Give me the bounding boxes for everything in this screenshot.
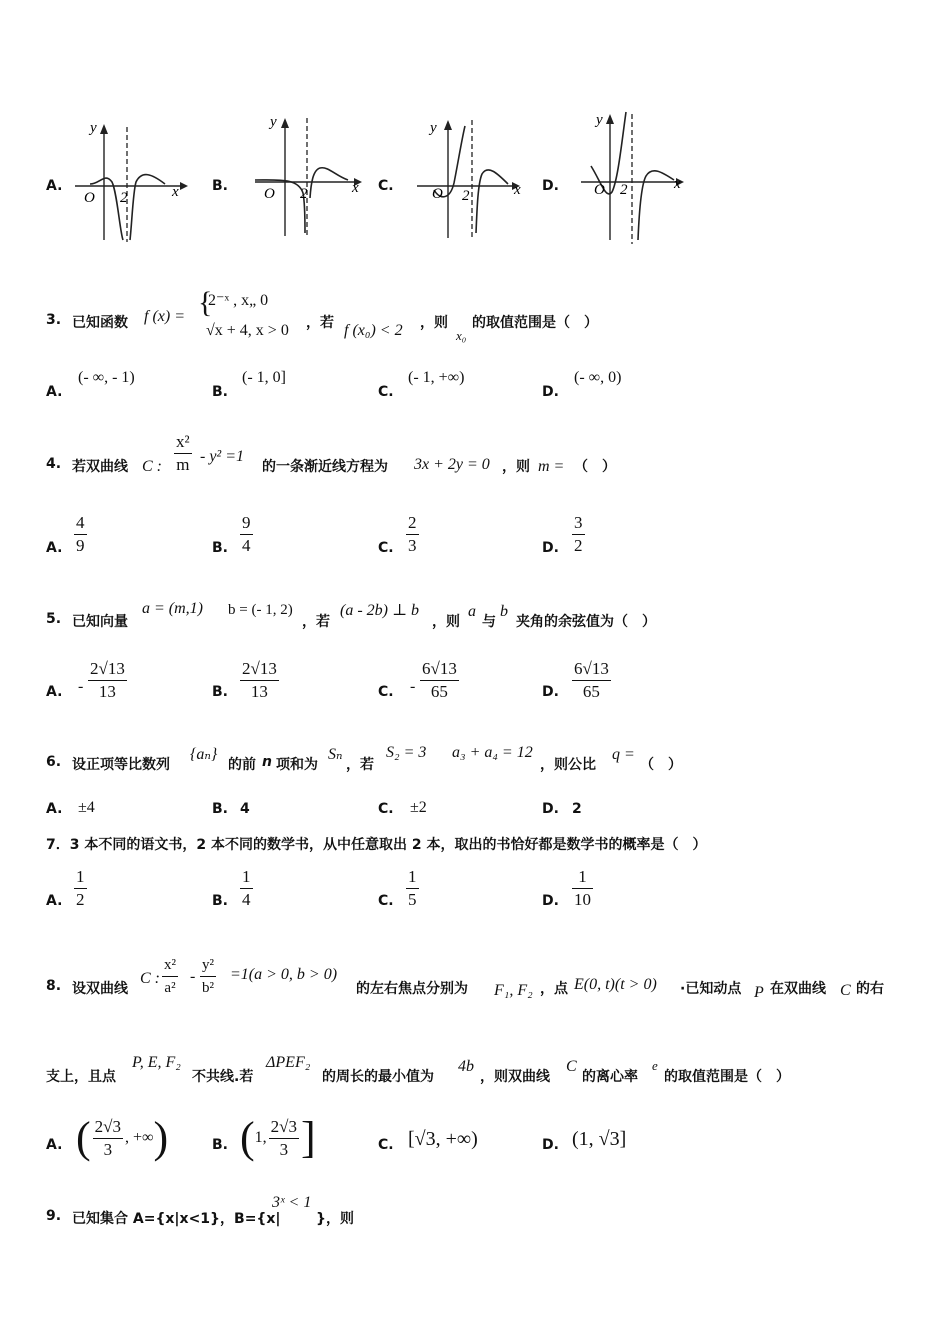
curve-name: C : xyxy=(142,458,162,475)
option-c-label: C. xyxy=(378,1137,394,1153)
question-number: 4. xyxy=(46,456,62,472)
fraction-y2-b2: $\frac{\text{y²}}{\text{b²}}$ xyxy=(200,954,216,999)
text-ruo: ，若 xyxy=(302,614,330,630)
option-b-label: B. xyxy=(212,893,228,909)
question-number: 8. xyxy=(46,978,62,994)
question-end: 夹角的余弦值为（ ） xyxy=(516,614,656,630)
text-perimeter: 的周长的最小值为 xyxy=(322,1069,434,1085)
question-stem: 若双曲线 xyxy=(72,459,128,475)
y-label: y xyxy=(596,112,603,128)
graph-c xyxy=(412,108,532,243)
option-b-label: B. xyxy=(212,1137,228,1153)
graph-option-a-label: A. xyxy=(46,178,63,194)
question-end: （ ） xyxy=(574,459,616,475)
option-b-fraction: $\frac{1}{4}$ xyxy=(242,867,251,909)
text-eccentricity: 的离心率 xyxy=(582,1069,638,1085)
question-number: 9. xyxy=(46,1208,62,1224)
question-number: 6. xyxy=(46,754,62,770)
option-b-label: B. xyxy=(212,384,228,400)
condition-s2: S₂ = 3 xyxy=(386,744,427,761)
option-a-expr: ( $\frac{2√3}{3}$ , +∞ ) xyxy=(76,1113,169,1162)
option-c-fraction: $\frac{6√13}{65}$ xyxy=(422,659,457,701)
tick-label: 2 xyxy=(462,188,470,204)
equation-conditions: =1(a > 0, b > 0) xyxy=(230,966,338,983)
option-c-text: (- 1, +∞) xyxy=(408,369,465,386)
question-stem: 设正项等比数列 xyxy=(72,757,170,773)
question-end: （ ） xyxy=(640,757,682,773)
text-point: ，点 xyxy=(540,981,568,997)
set-condition: 3ˣ < 1 xyxy=(272,1194,312,1211)
option-d-text: (1, √3] xyxy=(572,1128,627,1150)
question-text: 7．3 本不同的语文书，2 本不同的数学书，从中任意取出 2 本，取出的书恰好都是数学书的概率是（ ） xyxy=(46,837,707,853)
denominator: m xyxy=(176,455,190,474)
y-arrow xyxy=(100,124,108,134)
text-ze: ，则 xyxy=(502,459,530,475)
fraction-x2-a2: $\frac{\text{x²}}{\text{a²}}$ xyxy=(162,954,178,999)
vector-b: b = (- 1, 2) xyxy=(228,602,293,618)
x-label: x xyxy=(674,176,681,192)
question-number: 5. xyxy=(46,611,62,627)
option-d-text: 2 xyxy=(572,801,582,817)
y-arrow xyxy=(281,118,289,128)
text-ze: ，则 xyxy=(432,614,460,630)
fraction-x2-over-m xyxy=(174,431,192,476)
origin-label: O xyxy=(432,186,443,202)
option-a-label: A. xyxy=(46,384,63,400)
option-a-fraction: $\frac{4}{9}$ xyxy=(76,513,85,555)
option-b-fraction: $\frac{9}{4}$ xyxy=(242,513,251,555)
var-e: e xyxy=(652,1058,658,1073)
numerator: x² xyxy=(174,431,192,454)
curve-c: C xyxy=(840,982,851,999)
sequence: {aₙ} xyxy=(190,746,218,763)
value-4b: 4b xyxy=(458,1058,474,1075)
x-label: x xyxy=(172,184,179,200)
option-d-text: (- ∞, 0) xyxy=(574,369,622,386)
option-b-label: B. xyxy=(212,540,228,556)
question-stem: 已知集合 A={x|x<1}，B={x| xyxy=(72,1211,281,1227)
option-c-fraction: $\frac{1}{5}$ xyxy=(408,867,417,909)
brace-glyph: { xyxy=(198,286,213,319)
option-d-fraction: $\frac{1}{10}$ xyxy=(574,867,591,909)
option-d-label: D. xyxy=(542,540,559,556)
equation-rest: - y² =1 xyxy=(200,448,245,465)
vector-a: a = (m,1) xyxy=(142,600,204,617)
origin-label: O xyxy=(84,190,95,206)
y-label: y xyxy=(430,120,437,136)
text-hyperbola: ，则双曲线 xyxy=(480,1069,550,1085)
option-a-label: A. xyxy=(46,540,63,556)
option-a-text: (- ∞, - 1) xyxy=(78,369,135,386)
tick-label: 2 xyxy=(120,190,128,206)
case-1: 2⁻ˣ , x„ 0 xyxy=(208,292,269,309)
option-b-expr: ( 1, $\frac{2√3}{3}$ ] xyxy=(240,1113,316,1162)
text-ze: ，则 xyxy=(420,315,448,331)
text-and: 与 xyxy=(482,614,496,630)
option-c-fraction: $\frac{2}{3}$ xyxy=(408,513,417,555)
text-ratio: ，则公比 xyxy=(540,757,596,773)
vector-b-ref: b xyxy=(500,603,508,620)
text-on-hyperbola: 在双曲线 xyxy=(770,981,826,997)
y-label: y xyxy=(90,120,97,136)
option-d-label: D. xyxy=(542,684,559,700)
question-stem: 已知向量 xyxy=(72,614,128,630)
perp-condition: (a - 2b) ⊥ b xyxy=(340,602,420,619)
text-asymptote: 的一条渐近线方程为 xyxy=(262,459,388,475)
curve xyxy=(434,126,508,233)
option-a-label: A. xyxy=(46,684,63,700)
option-b-label: B. xyxy=(212,684,228,700)
option-a-sign: - xyxy=(78,678,84,695)
condition-a3a4: a₃ + a₄ = 12 xyxy=(452,744,533,761)
asymptote-equation: 3x + 2y = 0 xyxy=(414,456,490,473)
origin-label: O xyxy=(264,186,275,202)
point-p: P xyxy=(754,984,764,1001)
variable-x0: x₀ xyxy=(456,328,467,343)
minus-sign: - xyxy=(190,968,196,985)
option-a-text: ±4 xyxy=(78,799,95,816)
text-qian: 的前 xyxy=(228,757,256,773)
graph-d xyxy=(576,100,696,248)
x-label: x xyxy=(352,180,359,196)
option-a-label: A. xyxy=(46,1137,63,1153)
option-a-label: A. xyxy=(46,801,63,817)
tick-label: 2 xyxy=(300,186,308,202)
option-d-fraction: $\frac{3}{2}$ xyxy=(574,513,583,555)
question-stem: 设双曲线 xyxy=(72,981,128,997)
option-d-label: D. xyxy=(542,801,559,817)
graph-option-d-label: D. xyxy=(542,178,559,194)
option-c-label: C. xyxy=(378,684,394,700)
option-c-label: C. xyxy=(378,801,394,817)
point-e: E(0, t)(t > 0) xyxy=(574,976,657,993)
origin-label: O xyxy=(594,182,605,198)
option-a-fraction: $\frac{2√13}{13}$ xyxy=(90,659,125,701)
option-a-label: A. xyxy=(46,893,63,909)
option-c-sign: - xyxy=(410,678,416,695)
question-end: }，则 xyxy=(316,1211,354,1227)
text-foci: 的左右焦点分别为 xyxy=(356,981,468,997)
y-arrow xyxy=(444,120,452,130)
question-number: 3. xyxy=(46,312,62,328)
option-c-text: [√3, +∞) xyxy=(408,1128,478,1150)
option-b-fraction: $\frac{2√13}{13}$ xyxy=(242,659,277,701)
q-equals: q = xyxy=(612,746,635,763)
text-moving-point: ·已知动点 xyxy=(680,981,742,997)
condition: f (x₀) < 2 xyxy=(344,322,403,339)
option-d-label: D. xyxy=(542,384,559,400)
option-c-label: C. xyxy=(378,384,394,400)
option-a-fraction: $\frac{1}{2}$ xyxy=(76,867,85,909)
text-right: 的右 xyxy=(856,981,884,997)
sum-sn: Sₙ xyxy=(328,746,343,763)
y-label: y xyxy=(270,114,277,130)
option-d-fraction: $\frac{6√13}{65}$ xyxy=(574,659,609,701)
graph-option-b-label: B. xyxy=(212,178,228,194)
option-b-text: (- 1, 0] xyxy=(242,369,286,386)
option-c-label: C. xyxy=(378,540,394,556)
m-equals: m = xyxy=(538,458,565,475)
option-b-label: B. xyxy=(212,801,228,817)
case-2: √x + 4, x > 0 xyxy=(206,322,289,339)
curve-name: C : xyxy=(140,970,160,987)
y-arrow xyxy=(606,114,614,124)
text-branch: 支上，且点 xyxy=(46,1069,116,1085)
graph-b xyxy=(250,108,370,243)
text-n: n xyxy=(262,754,272,770)
curve-c-2: C xyxy=(566,1058,577,1075)
option-d-label: D. xyxy=(542,1137,559,1153)
option-c-text: ±2 xyxy=(410,799,427,816)
x-label: x xyxy=(514,182,521,198)
text-ruo: ，若 xyxy=(306,315,334,331)
text-sum: 项和为 xyxy=(276,757,318,773)
text-ruo: ，若 xyxy=(346,757,374,773)
option-d-label: D. xyxy=(542,893,559,909)
text-not-collinear: 不共线.若 xyxy=(192,1069,254,1085)
question-end: 的取值范围是（ ） xyxy=(472,315,598,331)
vector-a-ref: a xyxy=(468,603,476,620)
option-b-text: 4 xyxy=(240,801,250,817)
question-stem: 已知函数 xyxy=(72,315,128,331)
foci: F₁, F₂ xyxy=(494,982,533,999)
tick-label: 2 xyxy=(620,182,628,198)
question-end: 的取值范围是（ ） xyxy=(664,1069,790,1085)
points-pef: P, E, F₂ xyxy=(132,1054,181,1071)
option-c-label: C. xyxy=(378,893,394,909)
graph-option-c-label: C. xyxy=(378,178,394,194)
triangle: ΔPEF₂ xyxy=(266,1054,311,1071)
function-name: f (x) = xyxy=(144,308,185,325)
graph-a xyxy=(70,112,190,247)
x-arrow xyxy=(180,182,188,190)
